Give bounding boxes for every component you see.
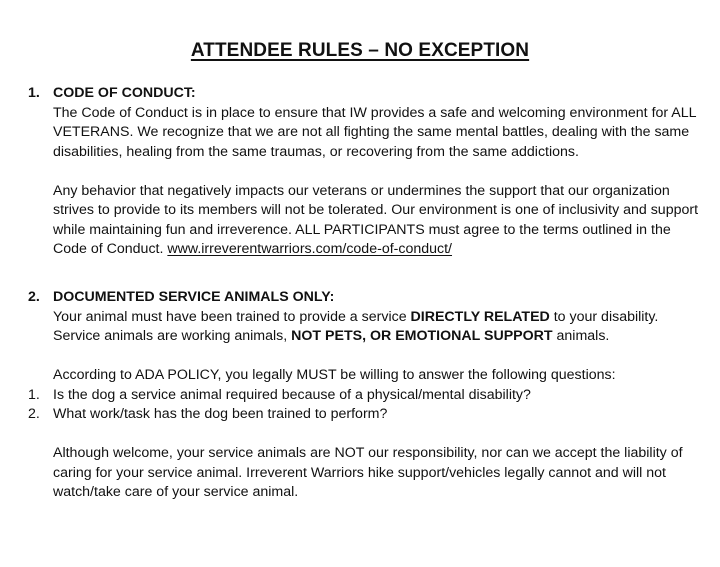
section-heading: DOCUMENTED SERVICE ANIMALS ONLY: bbox=[53, 289, 335, 305]
text-run: to your disability. Service animals are working animals, bbox=[53, 308, 659, 344]
list-text: Is the dog a service animal required because of a physical/mental disability? bbox=[53, 386, 531, 403]
text-run: animals. bbox=[552, 328, 610, 344]
behavior-paragraph bbox=[53, 182, 708, 260]
section-body bbox=[53, 104, 708, 260]
bold-text: DIRECTLY RELATED bbox=[410, 308, 550, 325]
text-run: Your animal must have been trained to provide a service bbox=[53, 308, 411, 325]
section-heading: CODE OF CONDUCT: bbox=[53, 85, 196, 101]
list-number: 1. bbox=[28, 386, 40, 403]
service-animal-paragraph bbox=[53, 308, 708, 347]
ada-policy-intro: According to ADA POLICY, you legally MUST be willing to answer the following questions: bbox=[53, 367, 616, 383]
question-list bbox=[28, 386, 708, 425]
bold-text: NOT PETS, OR EMOTIONAL SUPPORT bbox=[291, 328, 553, 344]
code-of-conduct-paragraph: The Code of Conduct is in place to ensure that IW provides a safe and welcoming environment for ALL VETERANS. We recognize that we are not all fighting the same mental battles, dealing with the same disabilities, healing from the same traumas, or recovering from the same addictions. bbox=[53, 104, 696, 160]
responsibility-paragraph: Although welcome, your service animals are NOT our responsibility, nor can we accept the liability of caring for your service animal. Irreverent Warriors hike support/vehicles legally cannot and will not watch/take care of your service animal. bbox=[53, 445, 683, 500]
section-number: 2. bbox=[28, 289, 40, 305]
page-title: ATTENDEE RULES – NO EXCEPTION bbox=[190, 40, 530, 61]
code-of-conduct-link[interactable]: www.irreverentwarriors.com/code-of-conduct/ bbox=[167, 241, 453, 257]
section-header bbox=[28, 84, 708, 104]
ada-policy-block bbox=[28, 366, 708, 425]
list-item bbox=[28, 405, 708, 425]
list-number: 2. bbox=[28, 406, 40, 422]
section-code-of-conduct bbox=[28, 84, 708, 260]
list-item bbox=[28, 386, 708, 406]
section-header bbox=[28, 288, 708, 308]
list-text: What work/task has the dog been trained to perform? bbox=[53, 406, 388, 422]
section-service-animals bbox=[28, 288, 708, 503]
section-body bbox=[28, 308, 708, 503]
section-number: 1. bbox=[28, 85, 40, 101]
behavior-text: Any behavior that negatively impacts our veterans or undermines the support that our organization strives to provide to its members will not be tolerated. Our environment is one of inclusivity and support while maintaining fun and irreverence. ALL PARTICIPANTS must agree to the terms outlined in the Code of Conduct. bbox=[53, 182, 699, 257]
